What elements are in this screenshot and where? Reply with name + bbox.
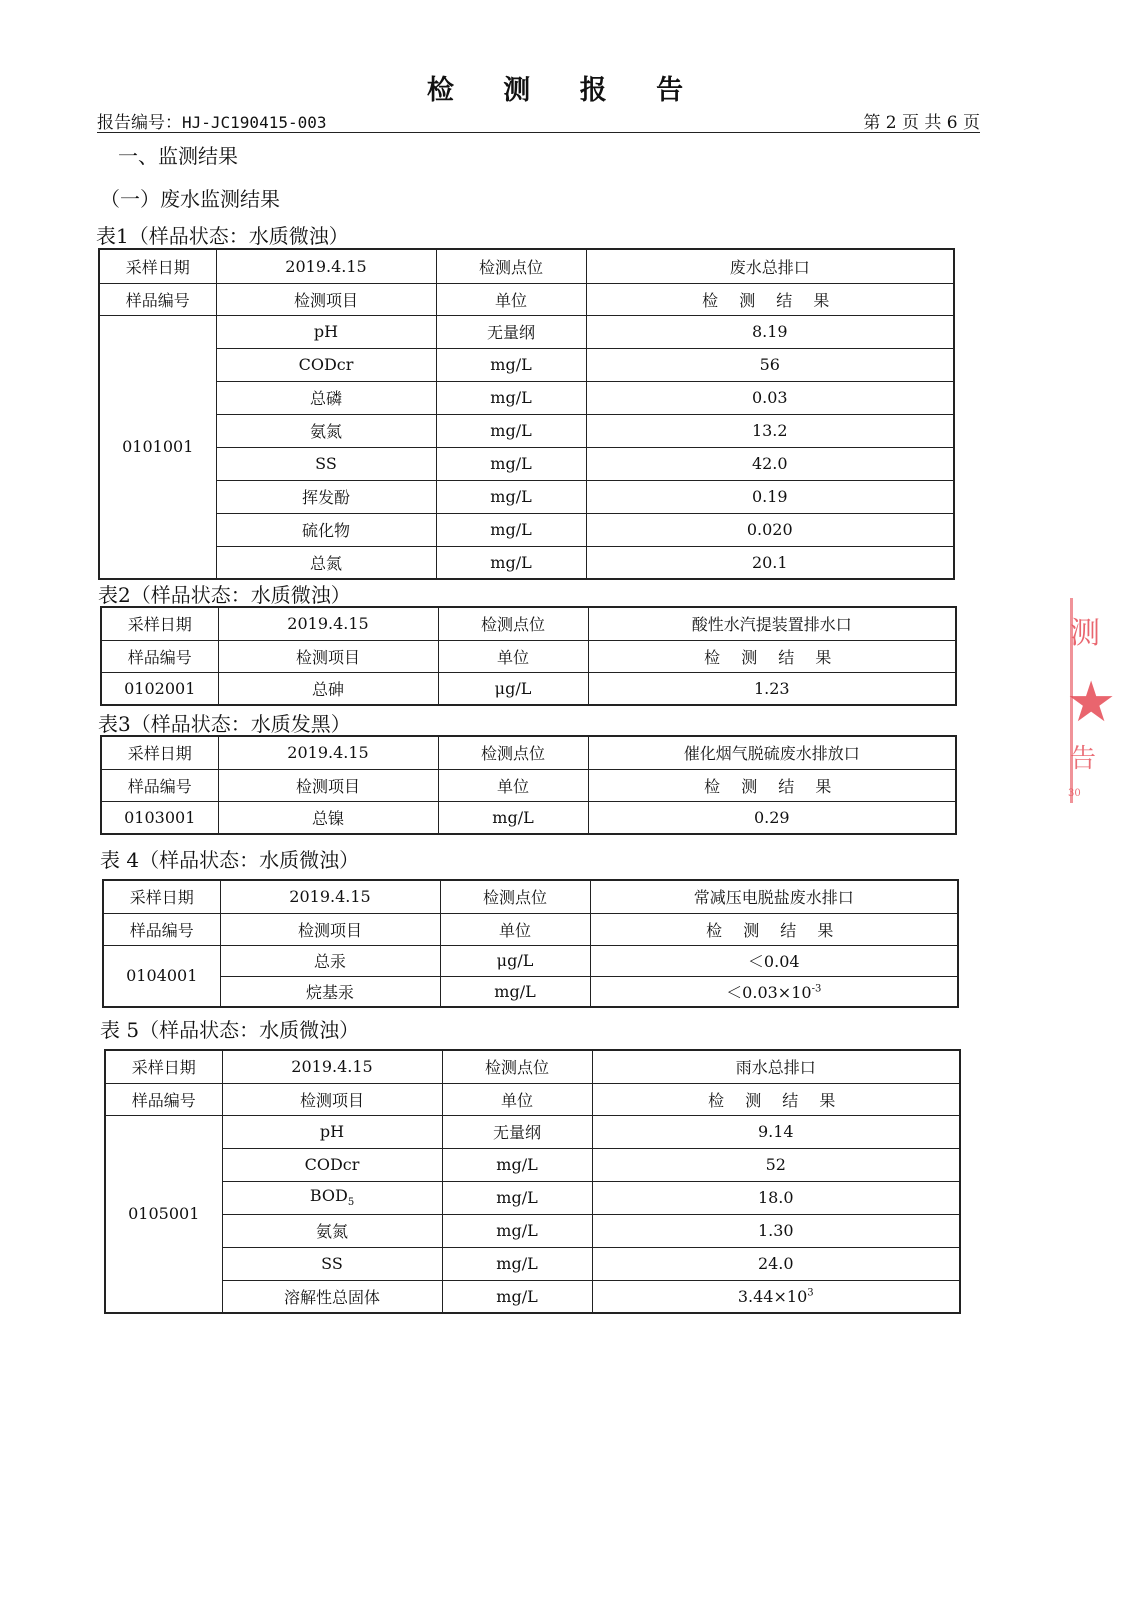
- point-value: 酸性水汽提装置排水口: [588, 607, 956, 640]
- result: 9.14: [592, 1115, 960, 1148]
- sample-no: 0103001: [101, 801, 218, 834]
- item: [222, 1181, 442, 1214]
- unit: mg/L: [436, 381, 586, 414]
- table-header-row: [101, 640, 956, 672]
- document-title: 检 测 报 告: [426, 75, 704, 106]
- item: CODcr: [216, 348, 436, 381]
- item: SS: [216, 447, 436, 480]
- unit: mg/L: [438, 801, 588, 834]
- item: 溶解性总固体: [222, 1280, 442, 1313]
- stamp-code: 30: [1068, 788, 1081, 799]
- table-row: [99, 546, 954, 579]
- unit: mg/L: [436, 447, 586, 480]
- item: 氨氮: [222, 1214, 442, 1247]
- item: 挥发酚: [216, 480, 436, 513]
- table-row: [101, 801, 956, 834]
- result: 1.30: [592, 1214, 960, 1247]
- unit: mg/L: [440, 976, 590, 1007]
- table-row: [99, 447, 954, 480]
- result-exponent: -3: [811, 983, 822, 995]
- date-label: 采样日期: [101, 607, 218, 640]
- table-row: [99, 480, 954, 513]
- result-label: 检 测 结 果: [588, 769, 956, 801]
- result: 1.23: [588, 672, 956, 705]
- table-row: [105, 1280, 960, 1313]
- unit: μg/L: [440, 945, 590, 976]
- item-label: 检测项目: [220, 913, 440, 945]
- date-label: 采样日期: [105, 1050, 222, 1083]
- table-row: [99, 249, 954, 283]
- result-base: ＜0.03×10: [726, 982, 812, 1002]
- table-row: [105, 1148, 960, 1181]
- item: 总汞: [220, 945, 440, 976]
- result: 52: [592, 1148, 960, 1181]
- table-row: [105, 1247, 960, 1280]
- sample-no-label: 样品编号: [103, 913, 220, 945]
- table-row: [99, 414, 954, 447]
- table-row: [103, 976, 958, 1007]
- result: 13.2: [586, 414, 954, 447]
- sample-no-label: 样品编号: [99, 283, 216, 315]
- report-number-label: 报告编号：: [97, 113, 182, 133]
- table-row: [99, 381, 954, 414]
- table-row: [103, 945, 958, 976]
- result: [592, 1280, 960, 1313]
- table5: [104, 1049, 961, 1314]
- table4: [102, 879, 959, 1008]
- item: SS: [222, 1247, 442, 1280]
- point-label: 检测点位: [438, 607, 588, 640]
- result: [590, 976, 958, 1007]
- unit-label: 单位: [438, 769, 588, 801]
- table-header-row: [105, 1083, 960, 1115]
- unit: μg/L: [438, 672, 588, 705]
- result: 24.0: [592, 1247, 960, 1280]
- result: 8.19: [586, 315, 954, 348]
- table-row: [105, 1214, 960, 1247]
- table-row: [101, 736, 956, 769]
- unit: mg/L: [436, 414, 586, 447]
- point-label: 检测点位: [442, 1050, 592, 1083]
- point-value: 催化烟气脱硫废水排放口: [588, 736, 956, 769]
- item-subscript: 5: [347, 1197, 355, 1209]
- point-label: 检测点位: [440, 880, 590, 913]
- result-exponent: 3: [807, 1287, 814, 1299]
- stamp-char: 告: [1070, 744, 1097, 774]
- unit: 无量纲: [442, 1115, 592, 1148]
- result: 20.1: [586, 546, 954, 579]
- unit: mg/L: [436, 546, 586, 579]
- table1: [98, 248, 955, 580]
- date-value: 2019.4.15: [216, 249, 436, 283]
- result-label: 检 测 结 果: [592, 1083, 960, 1115]
- table-row: [103, 880, 958, 913]
- table-row: [101, 672, 956, 705]
- table-row: [105, 1050, 960, 1083]
- table1-caption: 表1（样品状态：水质微浊）: [96, 224, 349, 248]
- unit-label: 单位: [440, 913, 590, 945]
- result: 0.29: [588, 801, 956, 834]
- item-label: 检测项目: [218, 769, 438, 801]
- item: 总砷: [218, 672, 438, 705]
- item: 总镍: [218, 801, 438, 834]
- unit: mg/L: [442, 1148, 592, 1181]
- point-label: 检测点位: [438, 736, 588, 769]
- stamp-star-icon: ★: [1066, 670, 1117, 735]
- table-header-row: [99, 283, 954, 315]
- unit: mg/L: [436, 480, 586, 513]
- table-row: [99, 513, 954, 546]
- table-row: [99, 315, 954, 348]
- table5-caption: 表 5（样品状态：水质微浊）: [100, 1018, 360, 1042]
- report-header: [97, 106, 980, 133]
- sample-no: 0101001: [99, 315, 216, 579]
- unit: mg/L: [442, 1181, 592, 1214]
- unit-label: 单位: [442, 1083, 592, 1115]
- result: 56: [586, 348, 954, 381]
- item: 硫化物: [216, 513, 436, 546]
- stamp-char: 测: [1070, 616, 1100, 651]
- unit: mg/L: [436, 348, 586, 381]
- item-base: BOD: [309, 1186, 348, 1206]
- item-label: 检测项目: [216, 283, 436, 315]
- section-heading: 一、监测结果: [118, 144, 238, 168]
- result: 42.0: [586, 447, 954, 480]
- result-label: 检 测 结 果: [588, 640, 956, 672]
- result: 0.020: [586, 513, 954, 546]
- date-value: 2019.4.15: [218, 736, 438, 769]
- result: 18.0: [592, 1181, 960, 1214]
- item: pH: [222, 1115, 442, 1148]
- result-label: 检 测 结 果: [586, 283, 954, 315]
- table2-caption: 表2（样品状态：水质微浊）: [98, 583, 351, 607]
- sample-no-label: 样品编号: [101, 640, 218, 672]
- table-header-row: [103, 913, 958, 945]
- date-value: 2019.4.15: [222, 1050, 442, 1083]
- point-value: 常减压电脱盐废水排口: [590, 880, 958, 913]
- result: 0.03: [586, 381, 954, 414]
- item: 总氮: [216, 546, 436, 579]
- item: pH: [216, 315, 436, 348]
- item: 氨氮: [216, 414, 436, 447]
- sample-no-label: 样品编号: [101, 769, 218, 801]
- table3: [100, 735, 957, 835]
- table3-caption: 表3（样品状态：水质发黑）: [98, 712, 351, 736]
- date-value: 2019.4.15: [220, 880, 440, 913]
- unit: 无量纲: [436, 315, 586, 348]
- table-row: [105, 1181, 960, 1214]
- item: CODcr: [222, 1148, 442, 1181]
- date-label: 采样日期: [101, 736, 218, 769]
- item-label: 检测项目: [222, 1083, 442, 1115]
- item: 总磷: [216, 381, 436, 414]
- report-number: [97, 108, 327, 133]
- unit-label: 单位: [436, 283, 586, 315]
- sample-no: 0102001: [101, 672, 218, 705]
- item: 烷基汞: [220, 976, 440, 1007]
- point-value: 雨水总排口: [592, 1050, 960, 1083]
- unit: mg/L: [436, 513, 586, 546]
- point-label: 检测点位: [436, 249, 586, 283]
- unit: mg/L: [442, 1214, 592, 1247]
- subsection-heading: （一）废水监测结果: [100, 187, 280, 211]
- result: 0.19: [586, 480, 954, 513]
- date-label: 采样日期: [99, 249, 216, 283]
- item-label: 检测项目: [218, 640, 438, 672]
- result-label: 检 测 结 果: [590, 913, 958, 945]
- table-header-row: [101, 769, 956, 801]
- table-row: [101, 607, 956, 640]
- table4-caption: 表 4（样品状态：水质微浊）: [100, 848, 360, 872]
- sample-no: 0105001: [105, 1115, 222, 1313]
- unit: mg/L: [442, 1280, 592, 1313]
- report-number-value: HJ-JC190415-003: [182, 113, 327, 132]
- date-label: 采样日期: [103, 880, 220, 913]
- unit: mg/L: [442, 1247, 592, 1280]
- table2: [100, 606, 957, 706]
- sample-no-label: 样品编号: [105, 1083, 222, 1115]
- date-value: 2019.4.15: [218, 607, 438, 640]
- table-row: [99, 348, 954, 381]
- point-value: 废水总排口: [586, 249, 954, 283]
- inspection-stamp: [1066, 598, 1130, 808]
- result: ＜0.04: [590, 945, 958, 976]
- sample-no: 0104001: [103, 945, 220, 1007]
- unit-label: 单位: [438, 640, 588, 672]
- table-row: [105, 1115, 960, 1148]
- result-base: 3.44×10: [737, 1286, 808, 1306]
- page-indicator: 第 2 页 共 6 页: [863, 113, 980, 133]
